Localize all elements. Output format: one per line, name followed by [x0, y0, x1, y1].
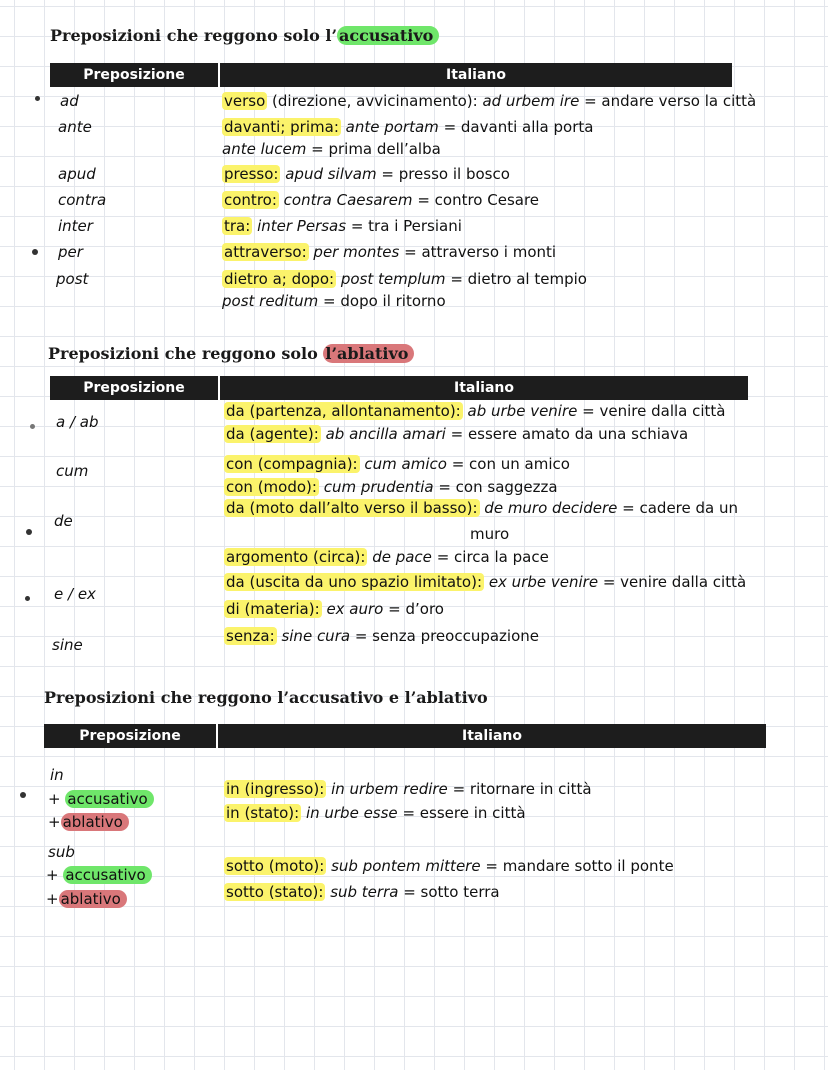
italian-translation: = con un amico	[451, 455, 570, 473]
plus-sign: +	[46, 866, 59, 884]
italian-translation: = cadere da un	[622, 499, 738, 517]
italian-translation: = circa la pace	[436, 548, 549, 566]
prep-post: post	[56, 270, 89, 288]
bullet-dot	[30, 424, 35, 429]
table-header	[44, 724, 766, 748]
italian-translation: = tra i Persiani	[350, 217, 462, 235]
meaning-highlight: contro:	[224, 191, 277, 209]
header-preposizione: Preposizione	[50, 63, 220, 87]
meaning-highlight: presso:	[224, 165, 279, 183]
table-header	[50, 63, 732, 87]
latin-example: in urbe esse	[305, 804, 398, 822]
prep-a-ab: a / ab	[56, 413, 99, 431]
italian-translation: = presso il bosco	[381, 165, 510, 183]
meaning-highlight: sotto (moto):	[226, 857, 325, 875]
latin-example: sine cura	[281, 627, 351, 645]
latin-example: ex urbe venire	[488, 573, 599, 591]
section-title-acc-abl: Preposizioni che reggono l’accusativo e l’ablativo	[44, 688, 488, 707]
meaning-highlight: da (partenza, allontanamento):	[226, 402, 461, 420]
meaning-highlight: davanti; prima:	[224, 118, 339, 136]
header-italiano: Italiano	[446, 67, 506, 83]
prep-sine: sine	[52, 636, 83, 654]
bullet-dot	[32, 249, 38, 255]
meaning-line	[222, 270, 587, 288]
italian-translation: = essere amato da una schiava	[450, 425, 689, 443]
meaning-line	[224, 780, 592, 798]
section-title-ablativo	[48, 344, 414, 363]
latin-example: inter Persas	[257, 217, 347, 235]
meaning-line	[224, 627, 539, 645]
case-accusativo	[46, 866, 152, 884]
latin-example: cum amico	[364, 455, 447, 473]
meaning-highlight: attraverso:	[224, 243, 307, 261]
meaning-continuation: muro	[470, 525, 510, 543]
meaning-line	[224, 402, 725, 420]
italian-translation: = venire dalla città	[582, 402, 726, 420]
meaning-highlight: verso	[224, 92, 266, 110]
meaning-line	[222, 217, 462, 235]
case-label: ablativo	[61, 813, 129, 831]
meaning-line	[222, 191, 539, 209]
meaning-highlight: da (moto dall’alto verso il basso):	[226, 499, 478, 517]
meaning-line	[224, 600, 444, 618]
meaning-line	[224, 804, 526, 822]
meaning-line	[224, 425, 688, 443]
prep-ante: ante	[58, 118, 92, 136]
meaning-line	[224, 478, 558, 496]
prep-in: in	[50, 766, 64, 784]
meaning-highlight: tra:	[224, 217, 251, 235]
section-title-accusativo	[50, 26, 439, 45]
latin-example: ad urbem ire	[482, 92, 580, 110]
latin-example: ab ancilla amari	[325, 425, 446, 443]
meaning-line	[222, 92, 756, 110]
prep-contra: contra	[58, 191, 107, 209]
italian-translation: = attraverso i monti	[404, 243, 557, 261]
meaning-line	[222, 165, 510, 183]
meaning-highlight: senza:	[226, 627, 275, 645]
title-highlight: accusativo	[337, 26, 439, 45]
latin-example: de pace	[372, 548, 432, 566]
meaning-line	[222, 292, 446, 310]
latin-example: post templum	[340, 270, 446, 288]
header-preposizione: Preposizione	[44, 724, 218, 748]
case-label: ablativo	[59, 890, 127, 908]
italian-translation: = prima dell’alba	[311, 140, 441, 158]
header-italiano: Italiano	[462, 728, 522, 744]
latin-example: ab urbe venire	[467, 402, 578, 420]
meaning-line	[224, 499, 738, 517]
case-ablativo	[48, 813, 129, 831]
latin-example: ante portam	[345, 118, 439, 136]
meaning-highlight: dietro a; dopo:	[224, 270, 335, 288]
meaning-detail: (direzione, avvicinamento):	[267, 92, 478, 110]
title-text: Preposizioni che reggono solo	[48, 344, 324, 363]
meaning-highlight: da (uscita da uno spazio limitato):	[226, 573, 483, 591]
plus-sign: +	[48, 790, 61, 808]
latin-example: post reditum	[222, 292, 319, 310]
header-preposizione: Preposizione	[50, 376, 220, 400]
italian-translation: = davanti alla porta	[443, 118, 594, 136]
latin-example: contra Caesarem	[283, 191, 413, 209]
italian-translation: = ritornare in città	[452, 780, 592, 798]
meaning-highlight: con (compagnia):	[226, 455, 358, 473]
prep-per: per	[58, 243, 83, 261]
plus-sign: +	[48, 813, 61, 831]
latin-example: in urbem redire	[331, 780, 448, 798]
italian-translation: = d’oro	[388, 600, 444, 618]
italian-translation: = senza preoccupazione	[354, 627, 539, 645]
latin-example: de muro decidere	[484, 499, 618, 517]
bullet-dot	[35, 96, 40, 101]
meaning-highlight: da (agente):	[226, 425, 319, 443]
case-label: accusativo	[63, 866, 151, 884]
meaning-line	[224, 883, 500, 901]
italian-translation: = essere in città	[402, 804, 526, 822]
meaning-highlight: argomento (circa):	[226, 548, 366, 566]
prep-sub: sub	[48, 843, 75, 861]
meaning-highlight: con (modo):	[226, 478, 317, 496]
bullet-dot	[25, 596, 30, 601]
meaning-line	[224, 573, 746, 591]
meaning-highlight: in (stato):	[226, 804, 300, 822]
plus-sign: +	[46, 890, 59, 908]
italian-translation: = con saggezza	[438, 478, 558, 496]
header-italiano: Italiano	[454, 380, 514, 396]
case-accusativo	[48, 790, 154, 808]
bullet-dot	[20, 792, 26, 798]
title-highlight: l’ablativo	[323, 344, 414, 363]
latin-example: sub pontem mittere	[331, 857, 481, 875]
meaning-highlight: di (materia):	[226, 600, 320, 618]
meaning-line	[224, 857, 674, 875]
italian-translation: = dietro al tempio	[450, 270, 587, 288]
meaning-highlight: sotto (stato):	[226, 883, 324, 901]
case-ablativo	[46, 890, 127, 908]
meaning-line	[222, 118, 593, 136]
prep-e-ex: e / ex	[54, 585, 96, 603]
prep-apud: apud	[58, 165, 96, 183]
latin-example: ante lucem	[222, 140, 307, 158]
italian-translation: = dopo il ritorno	[323, 292, 446, 310]
meaning-line	[224, 548, 549, 566]
meaning-line	[224, 455, 570, 473]
latin-example: sub terra	[330, 883, 399, 901]
prep-inter: inter	[58, 217, 93, 235]
title-text: Preposizioni che reggono solo l’	[50, 26, 338, 45]
italian-translation: = sotto terra	[403, 883, 500, 901]
italian-translation: = venire dalla città	[602, 573, 747, 591]
table-header	[50, 376, 748, 400]
latin-example: ex auro	[326, 600, 384, 618]
case-label: accusativo	[65, 790, 153, 808]
latin-example: apud silvam	[285, 165, 377, 183]
prep-cum: cum	[56, 462, 89, 480]
meaning-highlight: in (ingresso):	[226, 780, 325, 798]
italian-translation: = contro Cesare	[417, 191, 540, 209]
prep-ad: ad	[60, 92, 79, 110]
prep-de: de	[54, 512, 73, 530]
italian-translation: = andare verso la città	[584, 92, 757, 110]
meaning-line	[222, 140, 441, 158]
latin-example: per montes	[313, 243, 400, 261]
bullet-dot	[26, 529, 32, 535]
italian-translation: = mandare sotto il ponte	[485, 857, 674, 875]
meaning-line	[222, 243, 556, 261]
latin-example: cum prudentia	[323, 478, 434, 496]
